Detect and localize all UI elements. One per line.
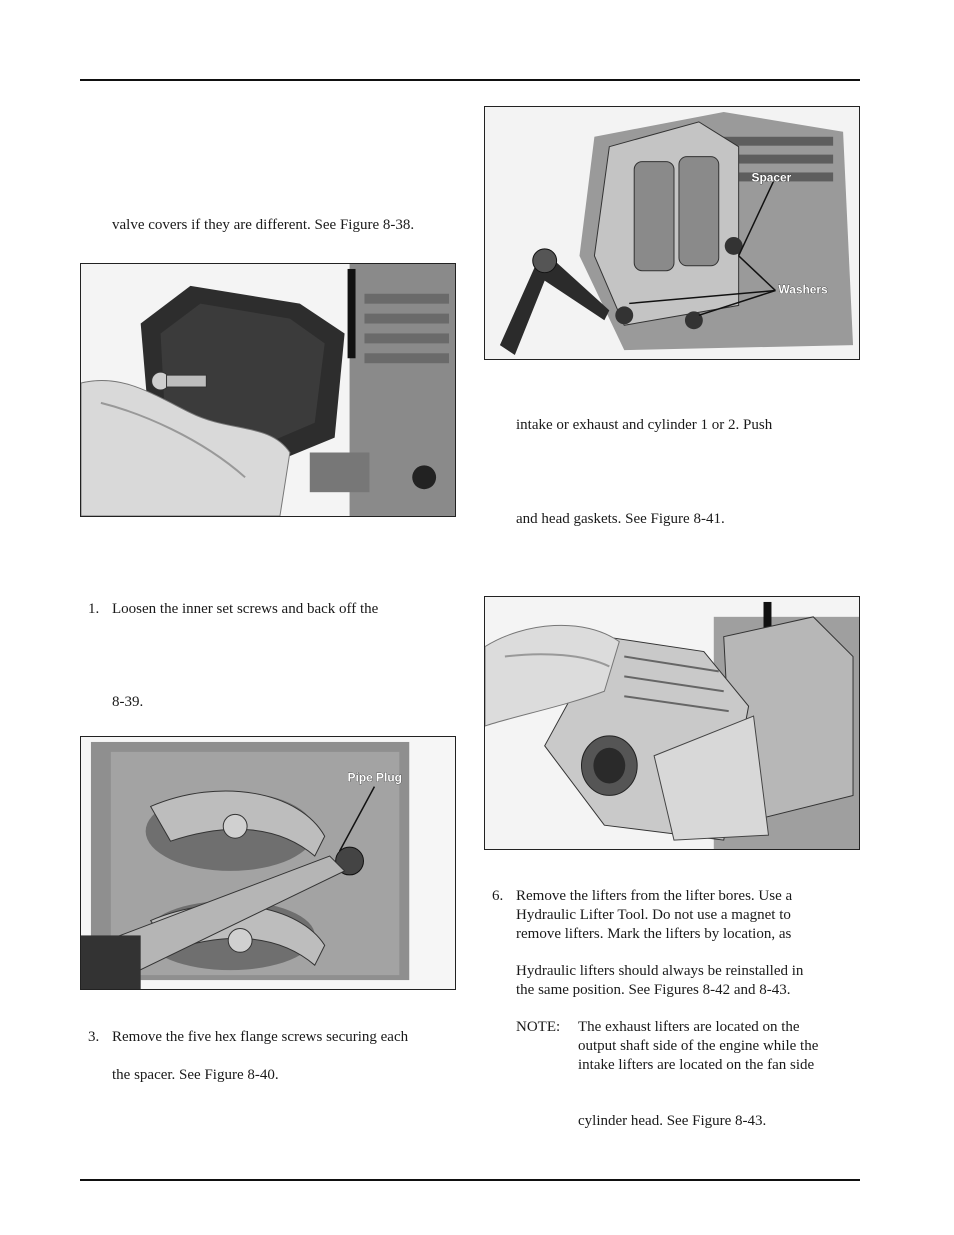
- step-6-number: 6.: [492, 888, 504, 904]
- spacer-washers-photo: [485, 107, 859, 359]
- step-1-line-1: Loosen the inner set screws and back off the: [112, 601, 379, 617]
- washers-callout: Washers: [778, 282, 828, 297]
- note-line-3: intake lifters are located on the fan side: [578, 1057, 815, 1073]
- step-6-line-3: remove lifters. Mark the lifters by location, as: [516, 926, 792, 942]
- valve-cover-photo: [81, 264, 455, 516]
- note-label: NOTE:: [516, 1019, 561, 1035]
- step-3-number: 3.: [88, 1029, 100, 1045]
- step-1-number: 1.: [88, 601, 100, 617]
- spacer-callout: Spacer: [751, 170, 792, 185]
- note-line-2: output shaft side of the engine while the: [578, 1038, 819, 1054]
- figure-spacer-washers: [484, 106, 860, 360]
- footer-rule: [80, 1179, 860, 1181]
- paragraph-valve-covers: valve covers if they are different. See Figure 8-38.: [112, 217, 415, 233]
- figure-cylinder-head-removal: [484, 596, 860, 850]
- note-line-last: cylinder head. See Figure 8-43.: [578, 1113, 767, 1129]
- figure-valve-cover-removal: [80, 263, 456, 517]
- figure-pipe-plug: [80, 736, 456, 990]
- cylinder-head-photo: [485, 597, 859, 849]
- paragraph-intake-exhaust: intake or exhaust and cylinder 1 or 2. Push: [516, 417, 773, 433]
- pipe-plug-callout: Pipe Plug: [347, 770, 402, 785]
- step-6-line-4: Hydraulic lifters should always be reinstalled in: [516, 963, 804, 979]
- step-6-line-5: the same position. See Figures 8-42 and 8-43.: [516, 982, 791, 998]
- header-rule: [80, 79, 860, 81]
- paragraph-head-gaskets: and head gaskets. See Figure 8-41.: [516, 511, 725, 527]
- step-6-line-1: Remove the lifters from the lifter bores. Use a: [516, 888, 793, 904]
- step-1-line-2: 8-39.: [112, 694, 144, 710]
- note-line-1: The exhaust lifters are located on the: [578, 1019, 800, 1035]
- step-6-line-2: Hydraulic Lifter Tool. Do not use a magnet to: [516, 907, 791, 923]
- step-3-line-1: Remove the five hex flange screws securing each: [112, 1029, 409, 1045]
- step-3-line-2: the spacer. See Figure 8-40.: [112, 1067, 279, 1083]
- pipe-plug-photo: [81, 737, 455, 989]
